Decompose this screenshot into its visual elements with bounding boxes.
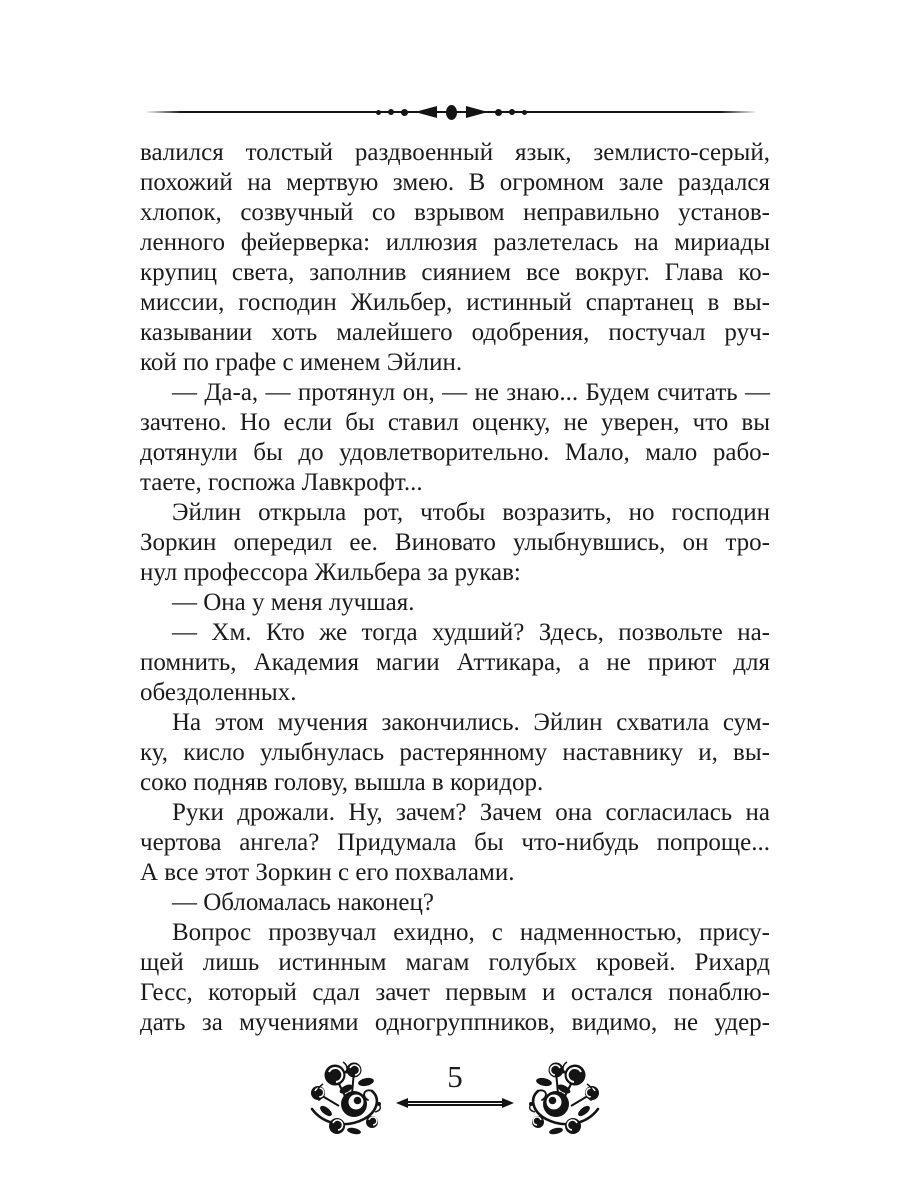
text-line: — Да-а, — протянул он, — не знаю... Будем считать — [172, 379, 770, 406]
divider-center-motif-icon [145, 102, 757, 122]
text-line: Вопрос прозвучал ехидно, с надменностью, прису- [172, 919, 770, 946]
dot-icon [388, 109, 394, 115]
page-text [140, 138, 770, 1038]
text-line: крупиц света, заполнив сиянием все вокруг. Глава ко- [140, 259, 770, 286]
text-line: Гесс, который сдал зачет первым и остался понаблю- [140, 979, 770, 1006]
text-line: Руки дрожали. Ну, зачем? Зачем она согласилась на [172, 799, 770, 826]
text-line: миссии, господин Жильбер, истинный спартанец в вы- [140, 289, 770, 316]
dot-icon [509, 109, 515, 115]
text-line: зачтено. Но если бы ставил оценку, не уверен, что вы [140, 409, 770, 436]
text-line: Зоркин опередил ее. Виновато улыбнувшись, он тро- [140, 529, 770, 556]
footer-page-number: 5 [447, 1059, 463, 1094]
text-line: похожий на мертвую змею. В огромном зале раздался [140, 169, 770, 196]
text-line: А все этот Зоркин с его похвалами. [140, 859, 515, 886]
footer-arrow-rule-icon [396, 1097, 514, 1109]
text-line: На этом мучения закончились. Эйлин схватила сум- [172, 709, 770, 736]
text-line: дотянули бы до удовлетворительно. Мало, мало рабо- [140, 439, 770, 466]
text-line: нул профессора Жильбера за рукав: [140, 559, 521, 586]
text-line: — Хм. Кто же тогда худший? Здесь, позвольте на- [172, 619, 770, 646]
text-line: помнить, Академия магии Аттикара, а не приют для [140, 649, 770, 676]
header-divider-ornament-icon [145, 102, 757, 122]
center-oval-icon [446, 105, 457, 120]
right-triangle-icon [466, 106, 488, 118]
text-line: ленного фейерверка: иллюзия разлетелась на мириады [140, 229, 770, 256]
text-line: валился толстый раздвоенный язык, землисто-серый, [140, 139, 770, 166]
left-arrow-icon [396, 1098, 408, 1108]
text-line: кой по графе с именем Эйлин. [140, 349, 463, 376]
text-line: дать за мучениями одногруппников, видимо, не удер- [140, 1009, 770, 1036]
text-line: соко подняв голову, вышла в коридор. [140, 769, 544, 796]
text-line: обездоленных. [140, 679, 297, 706]
double-rule-icon [408, 1101, 502, 1106]
dot-icon [401, 109, 408, 116]
text-line: казывании хоть малейшего одобрения, постучал руч- [140, 319, 770, 346]
text-line: хлопок, созвучный со взрывом неправильно установ- [140, 199, 770, 226]
rose-ornament-right-icon [519, 1060, 601, 1140]
dot-icon [495, 109, 502, 116]
text-line: таете, госпожа Лавкрофт... [140, 469, 423, 496]
dot-icon [522, 110, 527, 115]
text-line: ку, кисло улыбнулась растерянному наставнику и, вы- [140, 739, 770, 766]
rose-ornament-left-icon [309, 1060, 391, 1140]
left-triangle-icon [415, 106, 437, 118]
text-line: щей лишь истинным магам голубых кровей. Рихард [140, 949, 770, 976]
text-line: Эйлин открыла рот, чтобы возразить, но господин [172, 499, 770, 526]
text-line: чертова ангела? Придумала бы что-нибудь попроще... [140, 829, 770, 856]
text-line: — Обломалась наконец? [172, 889, 434, 916]
right-arrow-icon [502, 1098, 514, 1108]
text-line: — Она у меня лучшая. [172, 589, 415, 616]
dot-icon [376, 110, 381, 115]
